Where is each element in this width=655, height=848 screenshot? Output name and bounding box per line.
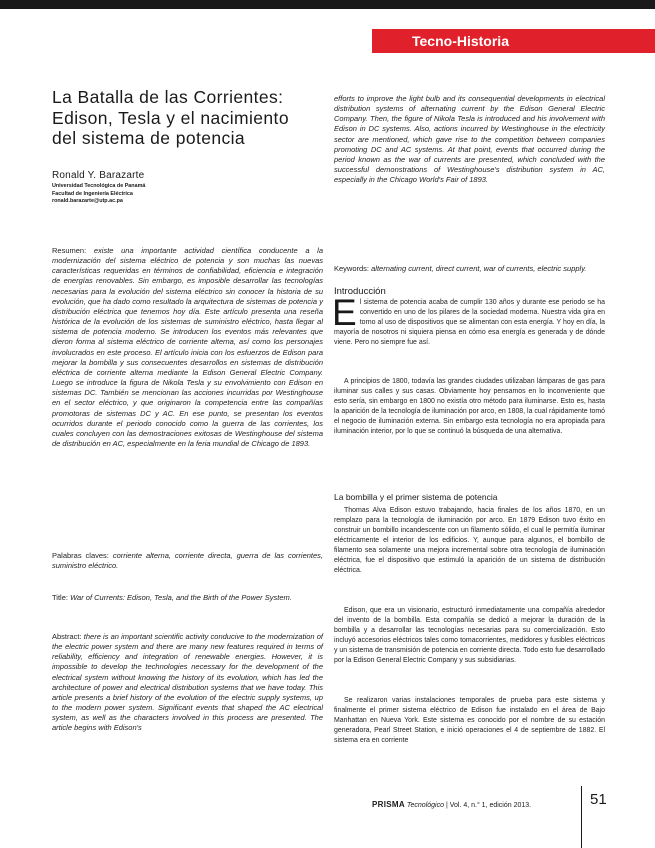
abstract-label: Abstract: [52,632,82,641]
keywords [334,264,605,274]
title-en-label: Title: [52,593,68,602]
title-en [52,593,323,603]
introduccion-p1-text: l sistema de potencia acaba de cumplir 130 años y durante ese periodo se ha convertido en uno de los pilares de la sociedad moderna. Nuestra vida gira en torno al uso de dispositivos que se alimentan con esta energía. Y hoy en día, la mayoría de nosotros ni siquiera piensa en cómo esa energía es generada y de dónde viene. Pero no siempre fue así. [334,299,605,347]
bombilla-p1 [334,506,605,576]
bombilla-p1-text: Thomas Alva Edison estuvo trabajando, hacia finales de los años 1870, en un remplazo para la tecnología de iluminación por arco. En 1879 Edison tuvo éxito en construir un bombillo incandescente con un filamento sólido, el cual le permitía iluminar eléctricamente el interior de los edificios. Y, aunque para algunos, el bombillo de filamento sea solamente una mejora incremental sobre otra tecnología de iluminación eléctrica, fue el dispositivo que estimuló la aparición de un sistema de distribución eléctrica. [334,507,605,575]
resumen-label: Resumen: [52,246,87,255]
introduccion-p1 [332,292,605,348]
footer-rule [581,786,582,848]
bombilla-p3 [334,696,605,746]
introduccion-heading: Introducción [334,286,386,297]
title-en-text: War of Currents: Edison, Tesla, and the Birth of the Power System. [70,593,292,602]
palabras-claves [52,551,323,571]
palabras-claves-text: corriente alterna, corriente directa, guerra de las corrientes, suministro eléctrico. [52,551,324,571]
author-university: Universidad Tecnológica de Panamá [52,183,146,189]
journal-name: Tecnológico [406,802,444,809]
article-title: La Batalla de las Corrientes: Edison, Tesla y el nacimiento del sistema de potencia [52,87,289,148]
journal-issue: | Vol. 4, n.° 1, edición 2013. [445,802,532,809]
resumen-text: existe una importante actividad científica conducente a la modernización del sistema eléctrico de potencia y son muchas las nuevas características requeridas en términos de confiabilidad, eficiencia e integración de energías renovables. Sin embargo, es imposible desarrollar las tecnologías necesarias para la evolución del sistema eléctrico sin conocer la historia de su evolución, que ha dado como resultado la arquitectura de sistemas de potencia y distribución eléctrica que tenemos hoy día. Este artículo presenta una reseña histórica de la evolución de los sistemas de suministro eléctrico, hasta llegar al sistema de potencia moderno. Se introducen los eventos más relevantes que dieron forma al sistema eléctrico de corriente alterna, así como los personajes involucrados en este proceso. El artículo inicia con los esfuerzos de Edison para mejorar la bombilla y sus consecuentes desarrollos en sistemas de distribución eléctrica de corriente alterna mediante la Edison General Electric Company. Luego se introduce la figura de Nikola Tesla y su envolvimiento con Edison en sistemas DC. También se mencionan las acciones incurridas por Westinghouse en el sector eléctrico, y que originaron la competencia entre las compañías promotoras de sistemas DC y AC. En ese punto, se presentan los eventos ocurridos durante el periodo conocido como la guerra de las corrientes, los cuales concluyen con las demostraciones exitosas de Westinghouse del sistema de distribución en AC, especialmente en la feria mundial de Chicago de 1893. [52,246,323,448]
keywords-label: Keywords: [334,264,370,273]
section-tab: Tecno-Historia [372,29,655,53]
bombilla-heading: La bombilla y el primer sistema de potencia [334,492,498,502]
page-number: 51 [590,791,607,808]
author-name: Ronald Y. Barazarte [52,170,145,181]
footer [372,800,577,811]
journal-brand: PRISMA [372,800,405,809]
top-bar [0,0,655,9]
abstract [52,632,323,734]
author-block [52,170,314,206]
bombilla-p2-text: Edison, que era un visionario, estructuró inmediatamente una compañía alrededor del invento de la bombilla. Esta compañía se dedicó a mejorar la duración de la bombilla y a desarrollar las tecnologías necesarias para su comercialización. Esto incluyó accesorios eléctricos tales como tomacorrientes, medidores y fusibles eléctricos y un sistema de transmisión de potencia en corriente directa. Todo esto fue desarrollado por la Edison General Electric Company y sus subsidiarias. [334,607,605,665]
abstract-text: there is an important scientific activity conducive to the modernization of the electric power system and there are many new features required in terms of reliability, efficiency and integration of renewable energies. However, it is impossible to develop the technologies necessary for the development of the electrical system without knowing the history of its evolution, which has led the architecture of power and electrical distribution systems that we have today. This article presents a brief history of the evolution of the electric supply systems, up to the modern power system. Significant events that shaped the AC electrical system, as well as the characters involved in this process are presented. The article begins with Edison's [52,632,323,733]
introduccion-p2 [334,377,605,437]
author-faculty: Facultad de Ingeniería Eléctrica [52,190,133,197]
abstract-continued: efforts to improve the light bulb and its consequential developments in electrical distribution systems of alternating current by the Edison General Electric Company. Then, the figure of Nikola Tesla is introduced and his involvement with Edison in DC systems. Also, actions incurred by Westinghouse in the electricity sector are mentioned, which gave rise to the competition between companies promoting DC and AC systems. At that point, events that occurred during the period known as the war of currents are presented, which concluded with the successful demonstrations of Westinghouse's distribution system in AC, especially in the Chicago World's Fair of 1893. [334,94,605,185]
dropcap: E [332,292,357,333]
introduccion-p2-text: A principios de 1800, todavía las grandes ciudades utilizaban lámparas de gas para iluminar sus calles y sus casas. Obviamente hoy pensamos en lo inconveniente que esto sería, sin embargo en 1800 no existía otro método para iluminarse. Esto es, hasta la aparición de la tecnología de iluminación por arco, en 1808, la cual rápidamente tomó el negocio de iluminación externa. Sin embargo esta tecnología no era apropiada para iluminación interior, por lo que se continuó la búsqueda de una alternativa. [334,378,605,436]
bombilla-p3-text: Se realizaron varias instalaciones temporales de prueba para este sistema y finalmente el primer sistema eléctrico de Edison fue instalado en el área de Bajo Manhattan en Nueva York. Este sistema es conocido por el nombre de su estación generadora, Pearl Street Station, e inició operaciones el 4 de septiembre de 1882. El sistema era en corriente [334,697,605,745]
palabras-claves-label: Palabras claves: [52,551,109,560]
author-affiliation [52,183,314,206]
author-email: ronald.barazarte@utp.ac.pa [52,198,123,205]
resumen [52,246,323,449]
bombilla-p2 [334,606,605,666]
keywords-text: alternating current, direct current, war of currents, electric supply. [371,264,587,273]
